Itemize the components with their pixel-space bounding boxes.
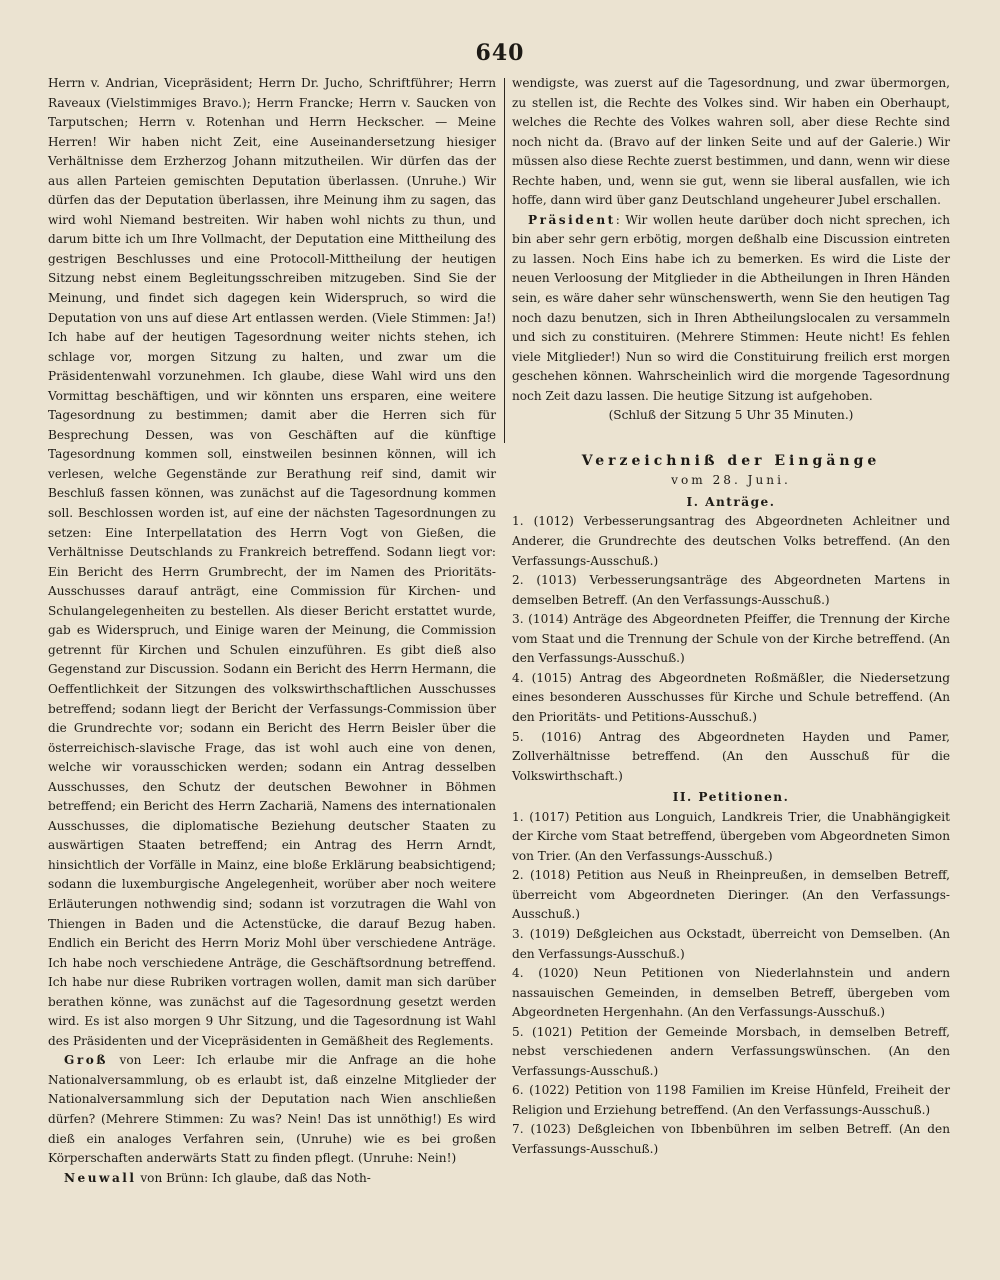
paragraph [48,1169,496,1189]
session-closing: (Schluß der Sitzung 5 Uhr 35 Minuten.) [608,408,854,423]
register-entry: 2. (1018) Petition aus Neuß in Rheinpreußen, in demselben Betreff, überreicht vom Abgeordneten Dieringer. (An den Verfassungs-Ausschuß.) [512,868,950,922]
section-heading: I. Anträge. [686,494,776,509]
register-sections [512,493,950,1160]
section-heading: II. Petitionen. [672,790,790,805]
page-number: 640 [475,40,525,66]
register-entry: 4. (1020) Neun Petitionen von Niederlahnstein und andern nassauischen Gemeinden, in demselben Betreff, übergeben vom Abgeordneten Hergenhahn. (An den Verfassungs-Ausschuß.) [512,966,950,1020]
speaker-name: Neuwall [64,1170,137,1185]
paragraph-text: wendigste, was zuerst auf die Tagesordnung, und zwar übermorgen, zu stellen ist, die Rechte des Volkes sind. Wir haben ein Oberhaupt, welches die Rechte des Volkes wahren soll, aber diese Rechte sind noch nicht da. (Bravo auf der linken Seite und auf der Galerie.) Wir müssen also diese Rechte zuerst bestimmen, und dann, wenn wir diese Rechte haben, und, wenn sie gut, wenn sie liberal ausfallen, wie ich hoffe, dann wird über ganz Deutschland ungeheurer Jubel erschallen. [512,76,950,208]
register-entry: 3. (1014) Anträge des Abgeordneten Pfeiffer, die Trennung der Kirche vom Staat und die Trennung der Schule von der Kirche betreffend. (An den Verfassungs-Ausschuß.) [512,612,950,666]
register-entry: 4. (1015) Antrag des Abgeordneten Roßmäßler, die Niedersetzung eines besonderen Ausschusses für Kirche und Schule betreffend. (An den Prioritäts- und Petitions-Ausschuß.) [512,670,950,724]
paragraph [512,74,950,211]
speaker-name: Präsident [528,212,616,227]
register-entry: 5. (1016) Antrag des Abgeordneten Hayden und Pamer, Zollverhältnisse betreffend. (An den Ausschuß für die Volkswirthschaft.) [512,729,950,783]
paragraph [512,211,950,406]
right-column [512,74,950,1160]
register-title: Verzeichniß der Eingänge [581,452,881,469]
register-entry: 3. (1019) Deßgleichen aus Ockstadt, überreicht von Demselben. (An den Verfassungs-Ausschuß.) [512,926,950,961]
register-entry: 5. (1021) Petition der Gemeinde Morsbach, in demselben Betreff, nebst verschiedenen andern Verfassungswünschen. (An den Verfassungs-Ausschuß.) [512,1024,950,1078]
register-entry: 1. (1017) Petition aus Longuich, Landkreis Trier, die Unabhängigkeit der Kirche vom Staat betreffend, übergeben vom Abgeordneten Simon von Trier. (An den Verfassungs-Ausschuß.) [512,809,950,863]
register-entry: 1. (1012) Verbesserungsantrag des Abgeordneten Achleitner und Anderer, die Grundrechte des deutschen Volks betreffend. (An den Verfassungs-Ausschuß.) [512,514,950,568]
register-entry: 6. (1022) Petition von 1198 Familien im Kreise Hünfeld, Freiheit der Religion und Erziehung betreffend. (An den Verfassungs-Ausschuß.) [512,1083,950,1117]
register-date: vom 28. Juni. [671,473,791,488]
paragraph-text: Herrn v. Andrian, Vicepräsident; Herrn Dr. Jucho, Schriftführer; Herrn Raveaux (Vielstimmiges Bravo.); Herrn Francke; Herrn v. Saucken von Tarputschen; Herrn v. Rotenhan und Herrn Heckscher. — Meine Herren! Wir haben nicht Zeit, eine Auseinandersetzung hiesiger Verhältnisse dem Erzherzog Johann mitzutheilen. Wir dürfen das der aus allen Parteien gemischten Deputation überlassen. (Unruhe.) Wir dürfen das der Deputation überlassen, ihre Meinung ihm zu sagen, das wird wohl Niemand bestreiten. Wir haben wohl nichts zu thun, und darum bitte ich um Ihre Vollmacht, der Deputation eine Mittheilung des gestrigen Beschlusses und eine Protocoll-Mittheilung der heutigen Sitzung nebst einem Begleitungsschreiben mitzugeben. Sind Sie der Meinung, und findet sich dagegen kein Widerspruch, so wird die Deputation von uns auf diese Art entlassen werden. (Viele Stimmen: Ja!) Ich habe auf der heutigen Tagesordnung weiter nichts stehen, ich schlage vor, morgen Sitzung zu halten, und zwar um die Präsidentenwahl vorzunehmen. Ich glaube, diese Wahl wird uns den Vormittag beschäftigen, und wir könnten uns ersparen, eine weitere Tagesordnung zu bestimmen; damit aber die Herren sich für Besprechung Dessen, was von Geschäften auf die künftige Tagesordnung kommen soll, einstweilen besinnen können, will ich verlesen, welche Gegenstände zur Berathung reif sind, damit wir Beschluß fassen können, was zunächst auf die Tagesordnung kommen soll. Beschlossen worden ist, auf eine der nächsten Tagesordnungen zu setzen: Eine Interpellatation des Herrn Vogt von Gießen, die Verhältnisse Deutschlands zu Frankreich betreffend. Sodann liegt vor: Ein Bericht des Herrn Grumbrecht, der im Namen des Prioritäts-Ausschusses darauf anträgt, eine Commission für Kirchen- und Schulangelegenheiten zu bestellen. Als dieser Bericht erstattet wurde, gab es Widerspruch, und Einige waren der Meinung, die Commission getrennt für Kirchen und Schulen einzuführen. Es gibt dieß also Gegenstand zur Discussion. Sodann ein Bericht des Herrn Hermann, die Oeffentlichkeit der Sitzungen des volkswirthschaftlichen Ausschusses betreffend; sodann liegt der Bericht der Verfassungs-Commission über die Grundrechte vor; sodann ein Bericht des Herrn Beisler über die österreichisch-slavische Frage, das ist wohl auch eine von denen, welche wir vorausschicken werden; sodann ein Antrag desselben Ausschusses, den Schutz der deutschen Bewohner in Böhmen betreffend; ein Bericht des Herrn Zachariä, Namens des internationalen Ausschusses, die diplomatische Beziehung deutscher Staaten zu auswärtigen Staaten betreffend; ein Antrag des Herrn Arndt, hinsichtlich der Vorfälle in Mainz, eine bloße Erklärung beabsichtigend; sodann die luxemburgische Angelegenheit, worüber aber noch weitere Erläuterungen nothwendig sind; sodann ist vorzutragen die Wahl von Thiengen in Baden und die Actenstücke, die darauf Bezug haben. Endlich ein Bericht des Herrn Moriz Mohl über verschiedene Anträge. Ich habe noch verschiedene Anträge, die Geschäftsordnung betreffend. Ich habe nur diese Rubriken vortragen wollen, damit man sich darüber berathen könne, was zunächst auf die Tagesordnung gesetzt werden wird. Es ist also morgen 9 Uhr Sitzung, und die Tagesordnung ist Wahl des Präsidenten und der Vicepräsidenten in Gemäßheit des Reglements. [48,76,496,1048]
paragraph-text: von Brünn: Ich glaube, daß das Noth- [136,1170,371,1185]
paragraph [48,1051,496,1168]
register-entry: 2. (1013) Verbesserungsanträge des Abgeordneten Martens in demselben Betreff. (An den Verfassungs-Ausschuß.) [512,573,950,607]
left-column [48,74,496,1188]
speaker-name: Groß [64,1053,108,1068]
column-divider [504,78,505,443]
paragraph-text: von Leer: Ich erlaube mir die Anfrage an die hohe Nationalversammlung, ob es erlaubt ist, daß einzelne Mitglieder der Nationalversammlung sich der Deputation nach Wien anschließen dürfen? (Mehrere Stimmen: Zu was? Nein! Das ist unnöthig!) Es wird dieß ein analoges Verfahren sein, (Unruhe) wie es bei großen Körperschaften anderwärts Statt zu finden pflegt. (Unruhe: Nein!) [48,1053,496,1166]
register-entry: 7. (1023) Deßgleichen von Ibbenbühren im selben Betreff. (An den Verfassungs-Ausschuß.) [512,1122,950,1156]
right-column-speech [512,74,950,406]
paragraph-text: : Wir wollen heute darüber doch nicht sprechen, ich bin aber sehr gern erbötig, morgen deßhalb eine Discussion eintreten zu lassen. Noch Eins habe ich zu bemerken. Es wird die Liste der neuen Verloosung der Mitglieder in die Abtheilungen in Ihren Händen sein, es wäre daher sehr wünschenswerth, wenn Sie den heutigen Tag noch dazu benutzen, sich in Ihren Abtheilungslocalen zu versammeln und sich zu constituiren. (Mehrere Stimmen: Heute nicht! Es fehlen viele Mitglieder!) Nun so wird die Constituirung freilich erst morgen geschehen können. Wahrscheinlich wird die morgende Tagesordnung noch Zeit dazu lassen. Die heutige Sitzung ist aufgehoben. [512,212,950,403]
paragraph [48,74,496,1051]
